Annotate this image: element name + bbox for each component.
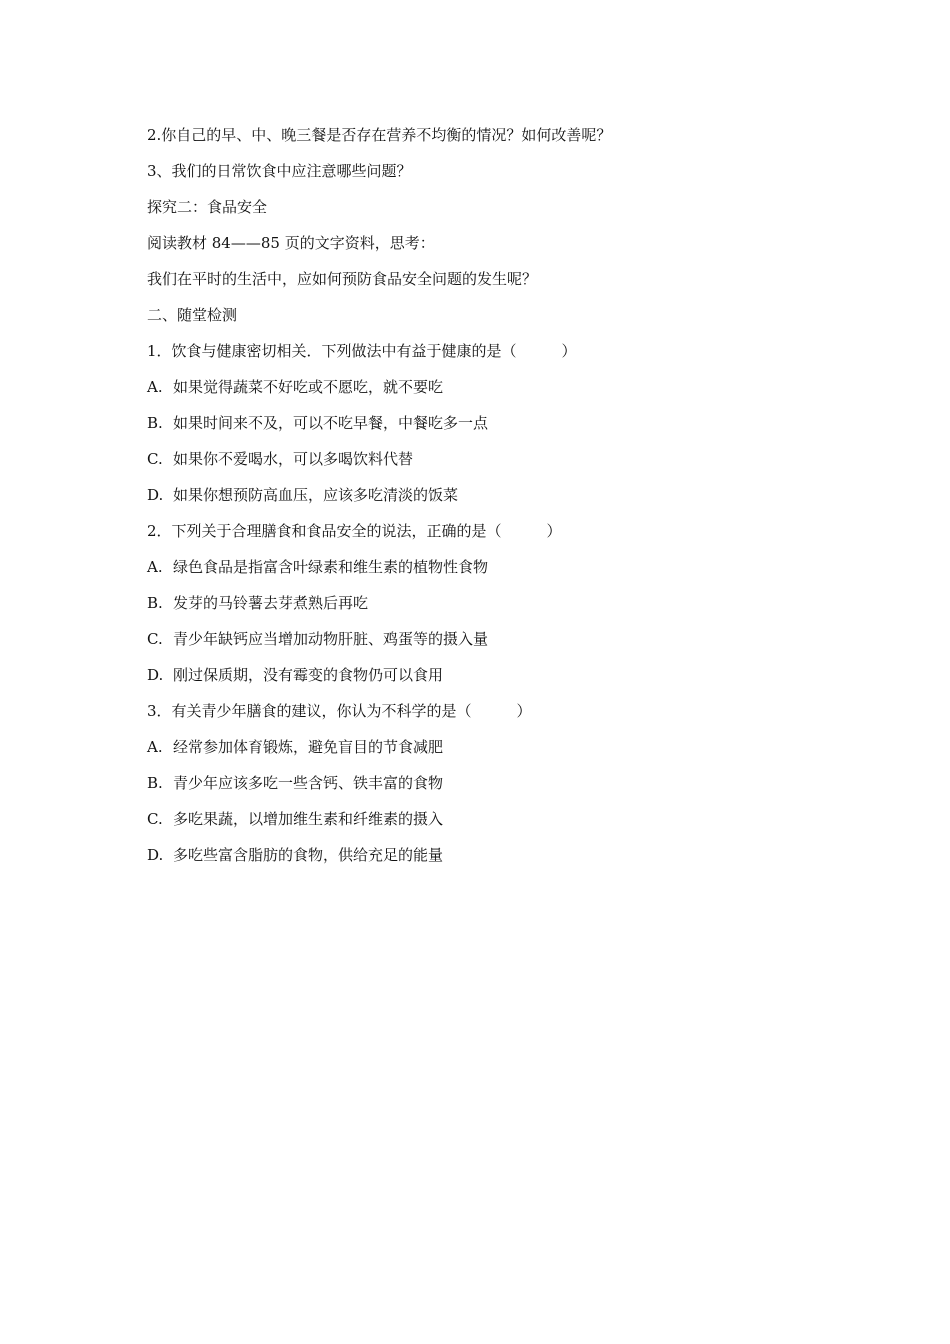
- option-text: 如果你想预防高血压，应该多吃清淡的饭菜: [173, 486, 459, 504]
- quiz-2-stem: 2．下列关于合理膳食和食品安全的说法，正确的是（ ）: [147, 522, 562, 540]
- quiz-3-option-b: [147, 773, 827, 793]
- option-text: 经常参加体育锻炼，避免盲目的节食减肥: [173, 738, 444, 756]
- option-letter: C.: [147, 630, 163, 648]
- option-letter: C.: [147, 450, 163, 468]
- quiz-2-option-d: [147, 665, 827, 685]
- quiz-2-option-a: [147, 557, 827, 577]
- quiz-1-option-c: [147, 449, 827, 469]
- explore-2-heading: 探究二：食品安全: [147, 198, 268, 216]
- option-letter: B.: [147, 774, 163, 792]
- option-text: 青少年应该多吃一些含钙、铁丰富的食物: [173, 774, 444, 792]
- quiz-2-option-c: [147, 629, 827, 649]
- quiz-1-stem: 1．饮食与健康密切相关．下列做法中有益于健康的是（ ）: [147, 342, 577, 360]
- quiz-1-option-b: [147, 413, 827, 433]
- option-text: 发芽的马铃薯去芽煮熟后再吃: [173, 594, 369, 612]
- option-text: 绿色食品是指富含叶绿素和维生素的植物性食物: [173, 558, 489, 576]
- option-letter: A.: [147, 378, 163, 396]
- quiz-3-option-c: [147, 809, 827, 829]
- quiz-3-option-a: [147, 737, 827, 757]
- option-letter: B.: [147, 594, 163, 612]
- option-text: 如果觉得蔬菜不好吃或不愿吃，就不要吃: [173, 378, 444, 396]
- option-letter: C.: [147, 810, 163, 828]
- option-text: 青少年缺钙应当增加动物肝脏、鸡蛋等的摄入量: [173, 630, 489, 648]
- quiz-1-option-a: [147, 377, 827, 397]
- option-letter: A.: [147, 738, 163, 756]
- option-text: 如果时间来不及，可以不吃早餐，中餐吃多一点: [173, 414, 489, 432]
- option-text: 多吃些富含脂肪的食物，供给充足的能量: [173, 846, 444, 864]
- food-safety-question: 我们在平时的生活中，应如何预防食品安全问题的发生呢？: [147, 270, 538, 288]
- quiz-3-stem: 3．有关青少年膳食的建议，你认为不科学的是（ ）: [147, 702, 532, 720]
- option-letter: A.: [147, 558, 163, 576]
- reading-instruction: 阅读教材 84——85 页的文字资料，思考：: [147, 234, 435, 252]
- quiz-1-option-d: [147, 485, 827, 505]
- option-letter: B.: [147, 414, 163, 432]
- option-text: 刚过保质期，没有霉变的食物仍可以食用: [173, 666, 444, 684]
- option-letter: D.: [147, 846, 164, 864]
- option-letter: D.: [147, 486, 164, 504]
- section-2-heading: 二、随堂检测: [147, 306, 238, 324]
- question-meals-balance: 2.你自己的早、中、晚三餐是否存在营养不均衡的情况？如何改善呢？: [147, 126, 612, 144]
- quiz-2-option-b: [147, 593, 827, 613]
- document-page: [147, 125, 827, 881]
- question-daily-diet: 3、我们的日常饮食中应注意哪些问题？: [147, 162, 412, 180]
- quiz-3-option-d: [147, 845, 827, 865]
- option-text: 如果你不爱喝水，可以多喝饮料代替: [173, 450, 414, 468]
- option-letter: D.: [147, 666, 164, 684]
- option-text: 多吃果蔬，以增加维生素和纤维素的摄入: [173, 810, 444, 828]
